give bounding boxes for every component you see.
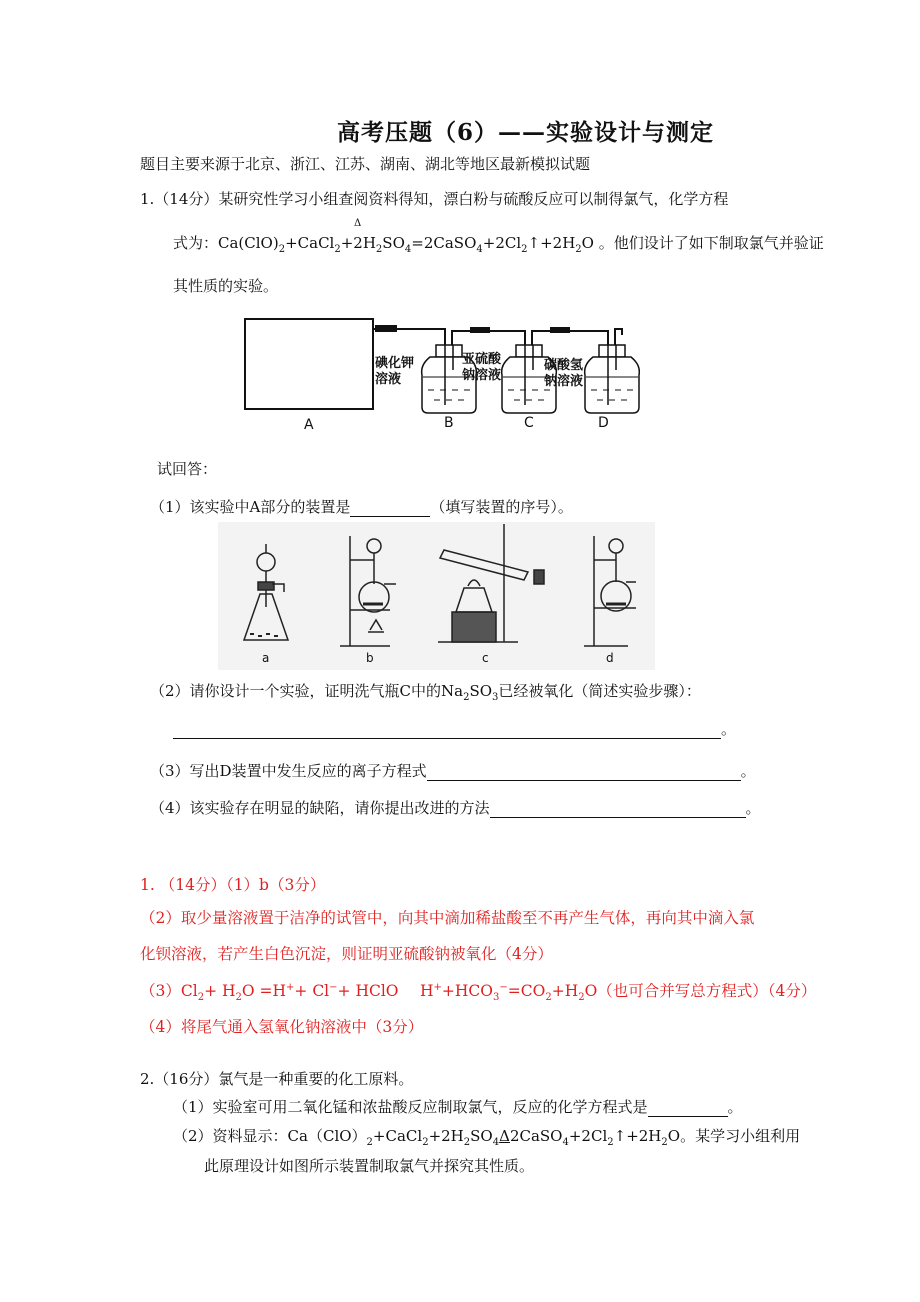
bottle-c-label-1: 亚硫酸	[462, 352, 502, 367]
answer-3: $(3)Cl_2+ H_2O =H^++ Cl^-+$ HClO	[140, 981, 399, 1004]
bottle-b-label-2: 溶液	[375, 372, 402, 387]
device-d-label: d	[606, 651, 614, 665]
answer-prompt: 试回答：	[157, 460, 218, 478]
page-title: 高考压题（6）——实验设计与测定	[337, 119, 715, 146]
device-b-label: b	[366, 651, 374, 665]
q1-part3: （3）写出D装置中发生反应的离子方程式 。	[150, 762, 756, 780]
answer-1: 1. （14分）（1）b（3分）	[140, 876, 326, 894]
heat-symbol: Δ	[354, 218, 362, 229]
heat-arrow: Δ	[499, 1127, 510, 1145]
label-a: A	[304, 417, 314, 433]
bottle-b-label-1: 碘化钾	[375, 356, 415, 371]
q2-part2-end: 此原理设计如图所示装置制取氯气并探究其性质。	[204, 1157, 535, 1175]
bottle-d-label-1: 碳酸氢	[544, 358, 584, 373]
label-c: C	[524, 415, 534, 431]
q1-intro: 1.（14分）某研究性学习小组查阅资料得知，漂白粉与硫酸反应可以制得氯气，化学方程	[140, 190, 729, 208]
q1-part2-answer-line: 。	[173, 718, 736, 739]
answer-blank[interactable]	[427, 764, 741, 781]
label-d: D	[598, 415, 609, 431]
answer-2-line2: 化钡溶液，若产生白色沉淀，则证明亚硫酸钠被氧化（4分）	[140, 945, 553, 963]
device-options	[218, 522, 655, 670]
answer-blank[interactable]	[490, 801, 746, 818]
source-note: 题目主要来源于北京、浙江、江苏、湖南、湖北等地区最新模拟试题	[140, 155, 591, 173]
answer-2-line1: （2）取少量溶液置于洁净的试管中，向其中滴加稀盐酸至不再产生气体，再向其中滴入氯	[140, 909, 755, 927]
q1-equation: 式为：$Ca(ClO)_2+CaCl_2+2H_2SO_4=2CaSO_4+2Cl_2↑+2H_2O$ 。他们设计了如下制取氯气并验证	[173, 234, 824, 255]
q1-part2: （2）请你设计一个实验，证明洗气瓶C中的$Na_2SO_3$已经被氧化（简述实验步骤）：	[150, 682, 701, 703]
bottle-d	[585, 345, 640, 413]
answer-blank[interactable]	[648, 1100, 728, 1117]
q1-intro-end: 其性质的实验。	[173, 277, 279, 295]
bottle-d-label-2: 钠溶液	[544, 374, 584, 389]
answer-3-second: $H^++HCO_3^-=CO_2+H_2O$（也可合并写总方程式）（4分）	[420, 981, 817, 1004]
q1-part1: （1）该实验中A部分的装置是 （填写装置的序号）。	[150, 498, 573, 516]
label-b: B	[444, 415, 454, 431]
apparatus-diagram	[240, 315, 640, 435]
bottle-c-label-2: 钠溶液	[462, 368, 502, 383]
box-a	[245, 319, 373, 409]
answer-blank[interactable]	[350, 500, 430, 517]
answer-4: （4）将尾气通入氢氧化钠溶液中（3分）	[140, 1018, 424, 1036]
device-a-label: a	[262, 651, 270, 665]
q2-intro: 2.（16分）氯气是一种重要的化工原料。	[140, 1070, 414, 1088]
device-c-label: c	[482, 651, 489, 665]
q1-part4: （4）该实验存在明显的缺陷，请你提出改进的方法 。	[150, 799, 761, 817]
q2-part2: （2）资料显示：$Ca(ClO)_2+CaCl_2+2H_2SO_4\Delta 2CaSO_4+2Cl_2↑+2H_2O$。某学习小组利用	[173, 1127, 801, 1148]
answer-blank[interactable]	[173, 722, 721, 739]
q2-part1: （1）实验室可用二氧化锰和浓盐酸反应制取氯气，反应的化学方程式是 。	[173, 1098, 743, 1116]
